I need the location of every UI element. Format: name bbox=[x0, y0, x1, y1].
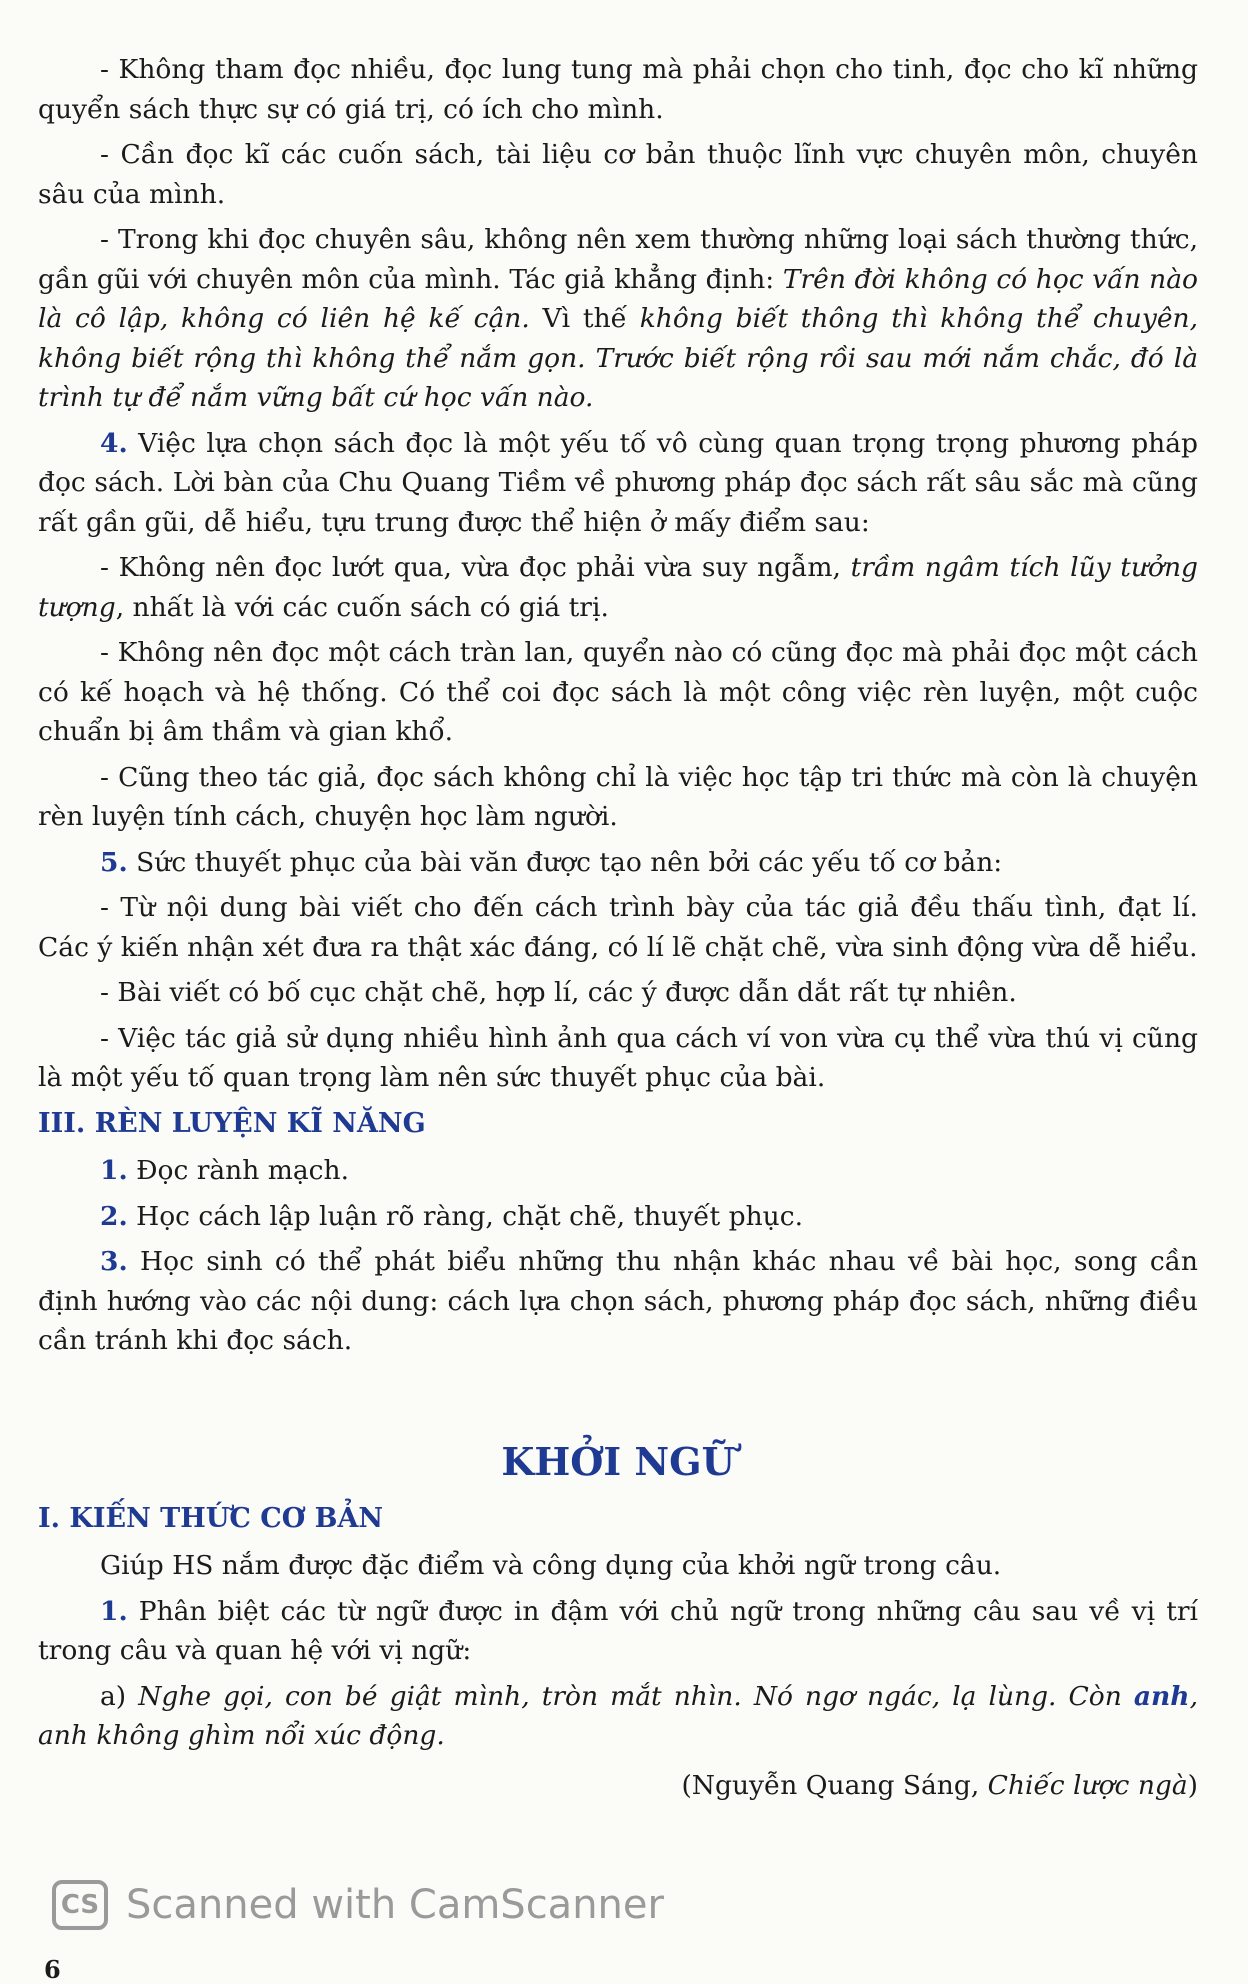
example bbox=[38, 1677, 1198, 1756]
item-number: 5. bbox=[100, 846, 128, 878]
paragraph bbox=[38, 1197, 1198, 1237]
text: Học cách lập luận rõ ràng, chặt chẽ, thuyết phục. bbox=[127, 1200, 803, 1232]
paragraph bbox=[38, 220, 1198, 418]
paragraph bbox=[38, 843, 1198, 883]
work-title: Chiếc lược ngà bbox=[987, 1769, 1188, 1801]
paragraph: - Cần đọc kĩ các cuốn sách, tài liệu cơ bản thuộc lĩnh vực chuyên môn, chuyên sâu của mình. bbox=[38, 139, 1198, 210]
example-label: a) bbox=[100, 1680, 139, 1712]
item-number: 1. bbox=[100, 1155, 128, 1186]
text: (Nguyễn Quang Sáng, bbox=[681, 1769, 988, 1801]
page-number: 6 bbox=[44, 1955, 61, 1984]
text: ) bbox=[1187, 1769, 1198, 1801]
paragraph bbox=[38, 548, 1198, 627]
text: Vì thế bbox=[529, 303, 640, 334]
paragraph: - Không tham đọc nhiều, đọc lung tung mà phải chọn cho tinh, đọc cho kĩ những quyển sách thực sự có giá trị, có ích cho mình. bbox=[38, 54, 1198, 125]
paragraph: - Bài viết có bố cục chặt chẽ, hợp lí, các ý được dẫn dắt rất tự nhiên. bbox=[100, 977, 1017, 1008]
paragraph: Giúp HS nắm được đặc điểm và công dụng của khởi ngữ trong câu. bbox=[100, 1550, 1002, 1581]
quote: không biết thông thì không thể chuyên, không biết rộng thì không thể nắm gọn. Trước biết rộng rồi sau mới nắm chắc, đó là trình tự để nắm vững bất cứ học vấn nào. bbox=[38, 303, 1198, 413]
text: - Không nên đọc lướt qua, vừa đọc phải vừa suy ngẫm, bbox=[100, 552, 851, 583]
text: Phân biệt các từ ngữ được in đậm với chủ ngữ trong những câu sau về vị trí trong câu và quan hệ với vị ngữ: bbox=[38, 1595, 1198, 1666]
text: Học sinh có thể phát biểu những thu nhận khác nhau về bài học, song cần định hướng vào các nội dung: cách lựa chọn sách, phương pháp đọc sách, những điều cần tránh khi đọc sách. bbox=[38, 1246, 1198, 1356]
quote: , anh không ghìm nổi xúc động. bbox=[38, 1680, 1199, 1751]
text: , nhất là với các cuốn sách có giá trị. bbox=[115, 591, 609, 623]
highlighted-word: anh bbox=[1133, 1680, 1190, 1712]
paragraph bbox=[38, 1592, 1198, 1671]
watermark-text: Scanned with CamScanner bbox=[126, 1882, 664, 1928]
section-heading: I. KIẾN THỨC CƠ BẢN bbox=[38, 1502, 384, 1534]
quote: Nghe gọi, con bé giật mình, tròn mắt nhìn. Nó ngơ ngác, lạ lùng. Còn bbox=[138, 1680, 1134, 1712]
item-number: 1. bbox=[100, 1595, 128, 1627]
camscanner-logo-icon: CS bbox=[52, 1880, 108, 1930]
text: Việc lựa chọn sách đọc là một yếu tố vô cùng quan trọng trọng phương pháp đọc sách. Lời bàn của Chu Quang Tiềm về phương pháp đọc sách rất sâu sắc mà cũng rất gần gũi, dễ hiểu, tựu trung được thể hiện ở mấy điểm sau: bbox=[38, 427, 1198, 538]
section-heading: III. RÈN LUYỆN KĨ NĂNG bbox=[38, 1107, 426, 1139]
paragraph: - Việc tác giả sử dụng nhiều hình ảnh qua cách ví von vừa cụ thể vừa thú vị cũng là một yếu tố quan trọng làm nên sức thuyết phục của bài. bbox=[38, 1022, 1198, 1093]
paragraph: - Không nên đọc một cách tràn lan, quyển nào có cũng đọc mà phải đọc một cách có kế hoạch và hệ thống. Có thể coi đọc sách là một công việc rèn luyện, một cuộc chuẩn bị âm thầm và gian khổ. bbox=[38, 637, 1198, 747]
quote: Trên đời không có học vấn nào là cô lập, không có liên hệ kế cận. bbox=[38, 263, 1198, 334]
paragraph: - Từ nội dung bài viết cho đến cách trình bày của tác giả đều thấu tình, đạt lí. Các ý kiến nhận xét đưa ra thật xác đáng, có lí lẽ chặt chẽ, vừa sinh động vừa dễ hiểu. bbox=[38, 892, 1198, 963]
document-body bbox=[38, 50, 1198, 1811]
text: - Trong khi đọc chuyên sâu, không nên xem thường những loại sách thường thức, gần gũi với chuyên môn của mình. Tác giả khẳng định: bbox=[38, 224, 1198, 295]
item-number: 2. bbox=[100, 1200, 128, 1232]
paragraph bbox=[38, 424, 1198, 543]
text: Đọc rành mạch. bbox=[127, 1155, 349, 1186]
paragraph: - Cũng theo tác giả, đọc sách không chỉ là việc học tập tri thức mà còn là chuyện rèn luyện tính cách, chuyện học làm người. bbox=[38, 761, 1198, 832]
paragraph bbox=[38, 1151, 1198, 1191]
item-number: 4. bbox=[100, 427, 128, 459]
quote: trầm ngâm tích lũy tưởng tượng bbox=[38, 552, 1198, 623]
lesson-title: KHỞI NGỮ bbox=[501, 1438, 735, 1484]
paragraph bbox=[38, 1242, 1198, 1361]
item-number: 3. bbox=[100, 1246, 128, 1277]
text: Sức thuyết phục của bài văn được tạo nên bởi các yếu tố cơ bản: bbox=[127, 846, 1003, 878]
citation bbox=[38, 1766, 1198, 1806]
scanner-watermark bbox=[52, 1880, 664, 1930]
